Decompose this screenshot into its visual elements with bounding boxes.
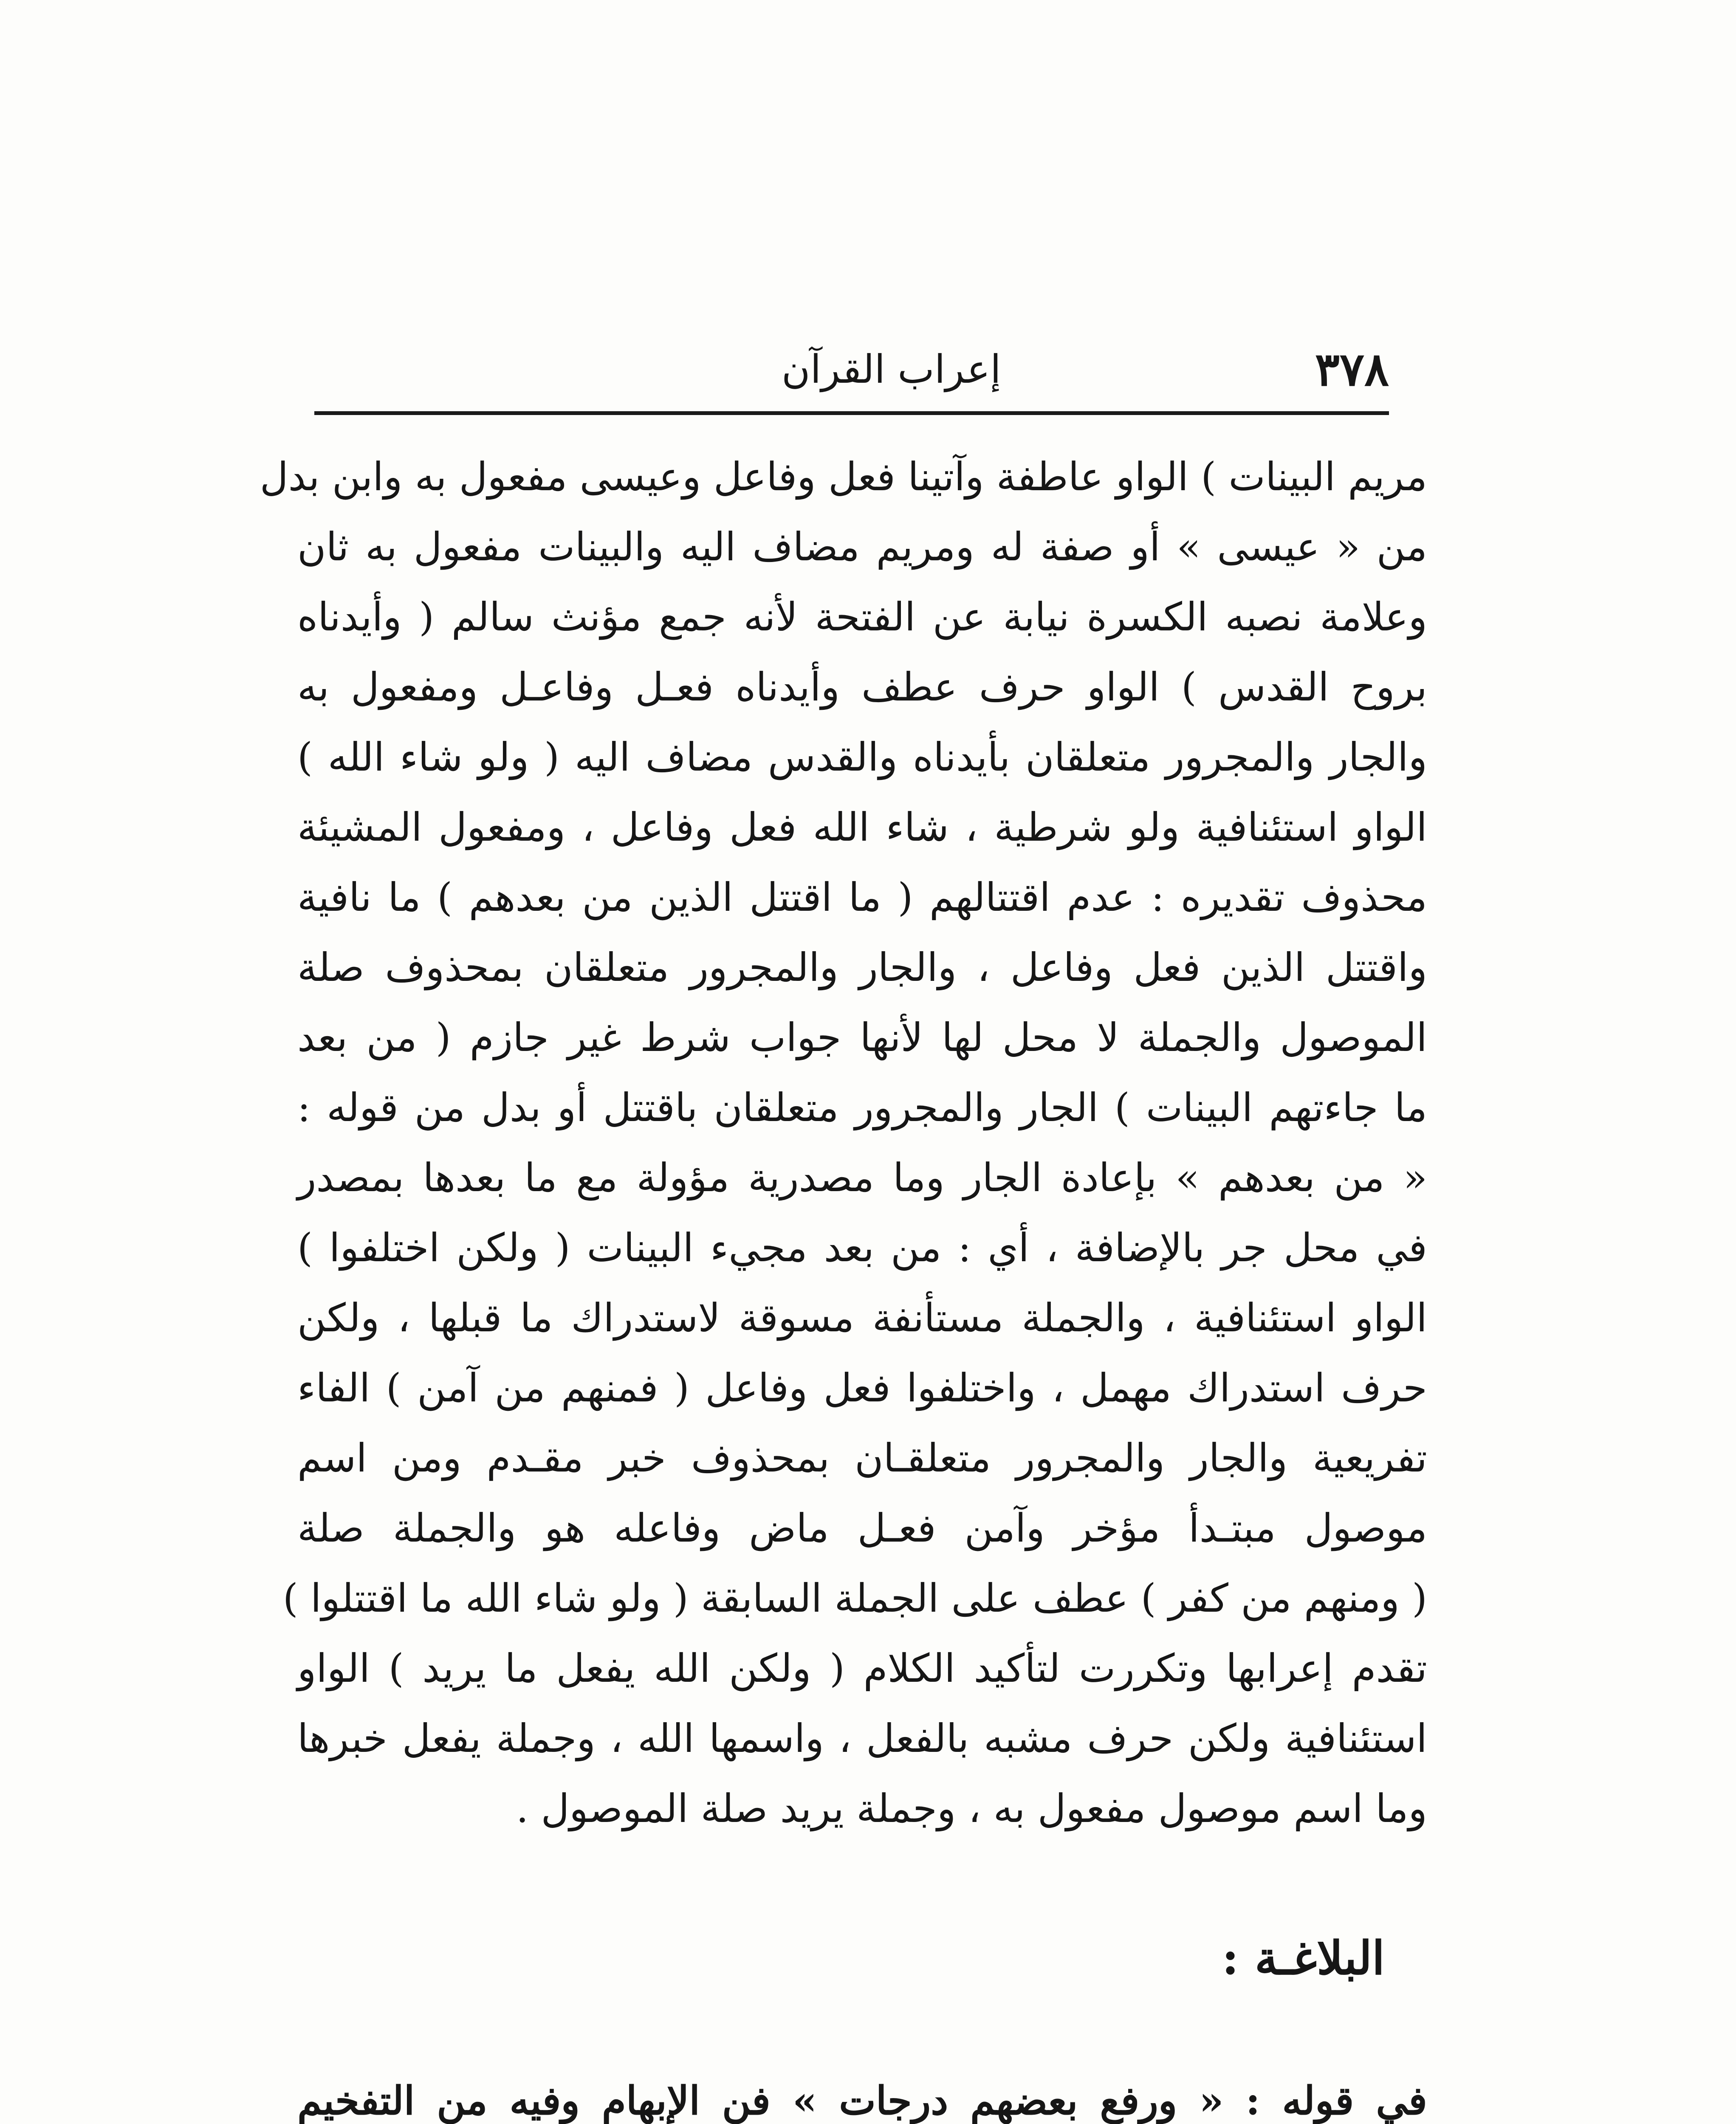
page-number: ٣٧٨ bbox=[1315, 343, 1389, 396]
section-heading: البلاغـة : bbox=[1222, 1932, 1385, 1985]
text-line: ما جاءتهم البينات ) الجار والمجرور متعلقان باقتتل أو بدل من قوله : bbox=[297, 1085, 1427, 1130]
text-line: بروح القدس ) الواو حرف عطف وأيدناه فعـل وفاعـل ومفعول به bbox=[297, 664, 1427, 710]
text-line: من « عيسى » أو صفة له ومريم مضاف اليه والبينات مفعول به ثان bbox=[297, 524, 1427, 570]
body-paragraph bbox=[260, 442, 1427, 1844]
text-line: وعلامة نصبه الكسرة نيابة عن الفتحة لأنه جمع مؤنث سالم ( وأيدناه bbox=[297, 594, 1427, 640]
running-title: إعراب القرآن bbox=[782, 347, 1001, 392]
text-line: تفريعية والجار والمجرور متعلقـان بمحذوف خبر مقـدم ومن اسم bbox=[297, 1435, 1427, 1481]
text-line: الواو استئنافية ولو شرطية ، شاء الله فعل وفاعل ، ومفعول المشيئة bbox=[297, 805, 1427, 850]
text-line: حرف استدراك مهمل ، واختلفوا فعل وفاعل ( فمنهم من آمن ) الفاء bbox=[297, 1365, 1427, 1411]
text-line: موصول مبتـدأ مؤخر وآمن فعـل ماض وفاعله هو والجملة صلة bbox=[297, 1505, 1427, 1551]
text-line: في قوله : « ورفع بعضهم درجات » فن الإبهام وفيه من التفخيم bbox=[297, 2078, 1427, 2124]
text-line: مريم البينات ) الواو عاطفة وآتينا فعل وفاعل وعيسى مفعول به وابن بدل bbox=[260, 454, 1427, 500]
header-rule bbox=[314, 411, 1389, 415]
text-line: الواو استئنافية ، والجملة مستأنفة مسوقة لاستدراك ما قبلها ، ولكن bbox=[297, 1295, 1427, 1341]
text-line: وما اسم موصول مفعول به ، وجملة يريد صلة الموصول . bbox=[516, 1786, 1427, 1831]
text-line: محذوف تقديره : عدم اقتتالهم ( ما اقتتل الذين من بعدهم ) ما نافية bbox=[297, 875, 1427, 920]
text-line: تقدم إعرابها وتكررت لتأكيد الكلام ( ولكن الله يفعل ما يريد ) الواو bbox=[297, 1646, 1427, 1691]
text-line: واقتتل الذين فعل وفاعل ، والجار والمجرور متعلقان بمحذوف صلة bbox=[297, 945, 1427, 990]
text-line: في محل جر بالإضافة ، أي : من بعد مجيء البينات ( ولكن اختلفوا ) bbox=[297, 1225, 1427, 1271]
rhetoric-paragraph bbox=[297, 2065, 1427, 2124]
page-header bbox=[314, 340, 1389, 408]
text-line: « من بعدهم » بإعادة الجار وما مصدرية مؤولة مع ما بعدها بمصدر bbox=[297, 1155, 1427, 1200]
text-line: استئنافية ولكن حرف مشبه بالفعل ، واسمها الله ، وجملة يفعل خبرها bbox=[297, 1716, 1427, 1761]
text-line: الموصول والجملة لا محل لها لأنها جواب شرط غير جازم ( من بعد bbox=[297, 1015, 1427, 1060]
text-line: والجار والمجرور متعلقان بأيدناه والقدس مضاف اليه ( ولو شاء الله ) bbox=[297, 734, 1427, 780]
text-line: ( ومنهم من كفر ) عطف على الجملة السابقة ( ولو شاء الله ما اقتتلوا ) bbox=[282, 1576, 1427, 1621]
